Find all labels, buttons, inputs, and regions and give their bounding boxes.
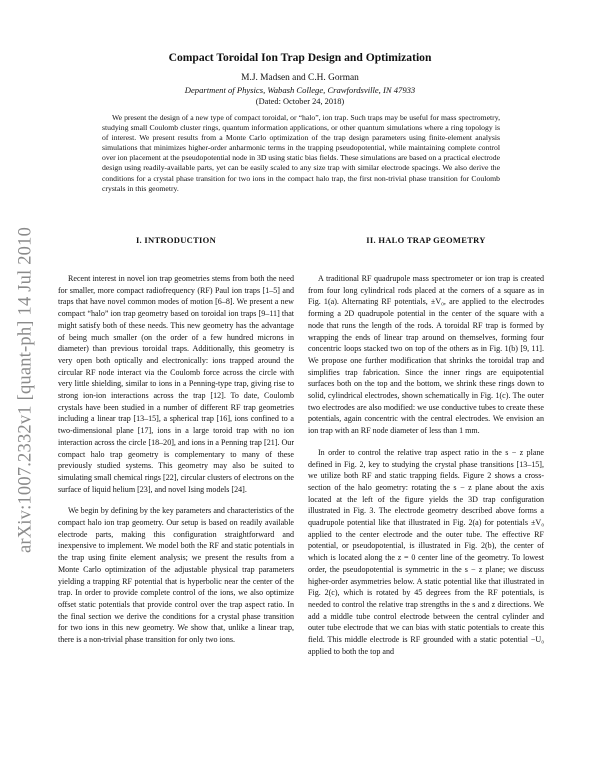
intro-paragraph-1: Recent interest in novel ion trap geometries stems from both the need for smaller, more compact radiofrequency (RF) Paul ion traps [1–5] and traps that have novel common modes of motion [6–8]. We present a new compact “halo” ion trap geometry based on toroidal ion traps [9–11] that might satisfy both of these needs. This new geometry has the advantage of being much smaller (on the order of a few hundred microns in diameter) than previous toroidal traps. Additionally, this geometry is very open both optically and electronically: ions trapped around the circular RF node interact via the Coulomb force across the circle with very little shielding, similar to ions in a Penning-type trap, giving rise to strong ion-ion interactions across the trap [12]. To date, Coulomb crystals have been studied in a number of different RF trap geometries including a linear trap [13–15], a spherical trap [16], ions confined to a two-dimensional plane [17], ions in a large toroid trap with no ion interaction across the circle [18–20], and ions in a Penning trap [21]. Our compact halo trap geometry is complementary to many of these previously studied systems. This geometry may also be suited to simulating small chemical rings [22], circular clusters of electrons on the surface of liquid helium [23], and novel Ising models [24]. — [58, 274, 294, 494]
paper-authors: M.J. Madsen and C.H. Gorman — [241, 73, 359, 83]
halo-paragraph-1: A traditional RF quadrupole mass spectrometer or ion trap is created from four long cylindrical rods placed at the corners of a square as in Fig. 1(a). Alternating RF potentials, ±V₀, are applied to the electrodes forming a 2D quadrupole potential in the center of the square with a node that runs the length of the rods. A toroidal RF trap is formed by wrapping the ends of linear trap around on themselves, forming four concentric loops stacked two on top of the others as in Fig. 1(b) [9, 11]. We propose one further modification that shrinks the toroidal trap and simplifies trap fabrication. Since the inner rings are equipotential surfaces both on the top and the bottom, we shrink these rings down to solid, cylindrical electrodes, shown schematically in Fig. 1(c). The outer two electrodes are also modified: we use conductive tubes to create these potentials, again concentric with the central electrodes. We envision an ion trap with an RF node diameter of less than 1 mm. — [308, 274, 544, 436]
section-heading-halo-trap-geometry: II. HALO TRAP GEOMETRY — [366, 235, 486, 245]
arxiv-identifier: arXiv:1007.2332v1 [quant-ph] 14 Jul 2010 — [15, 226, 36, 554]
paper-title: Compact Toroidal Ion Trap Design and Optimization — [168, 51, 432, 64]
halo-paragraph-2: In order to control the relative trap aspect ratio in the s − z plane defined in Fig. 2, key to studying the crystal phase transitions [13–15], we utilize both RF and static trapping fields. Figure 2 shows a cross-section of the halo geometry: rotating the s − z plane about the axis located at the left of the figure yields the 3D trap configuration illustrated in Fig. 3. The electrode geometry described above forms a quadrupole potential like that illustrated in Fig. 2(a) for potentials ±V₀ applied to the center electrode and the outer tube. The effective RF potential, or pseudopotential, is illustrated in Fig. 2(b), the center of which is located along the z = 0 center line of the geometry. To lowest order, the pseudopotential is symmetric in the s − z plane; we discuss higher-order asymmetries below. A static potential like that illustrated in Fig. 2(c), which is rotated by 45 degrees from the RF potentials, is needed to control the relative trap strengths in the s and z directions. We add a middle tube control electrode between the central cylinder and outer tube electrode that we can bias with static potentials to create this field. This middle electrode is RF grounded with a static potential −U₀ applied to both the top and — [308, 447, 544, 656]
intro-paragraph-2: We begin by defining by the key parameters and characteristics of the compact halo ion trap geometry. Our setup is based on readily available electrode parts, making this configuration straightforward and inexpensive to implement. We model both the RF and static potentials in the trap using finite element analysis; we present the results from a Monte Carlo optimization of the adjustable physical trap parameters yielding a trapping RF potential that is hyperbolic near the center of the trap. In order to provide complete control of the ions, we also optimize offset static potentials that provide control over the trap aspect ratio. In the final section we derive the conditions for a crystal phase transition for two ions in this new geometry. We show that, unlike a linear trap, there is a non-trivial phase transition for only two ions. — [58, 506, 294, 645]
author-affiliation: Department of Physics, Wabash College, Crawfordsville, IN 47933 — [184, 85, 416, 95]
right-column — [308, 235, 544, 658]
section-heading-introduction: I. INTRODUCTION — [135, 235, 217, 245]
paper-date: (Dated: October 24, 2018) — [255, 97, 345, 106]
arxiv-identifier-stamp — [8, 200, 44, 580]
left-column — [58, 235, 294, 646]
abstract: We present the design of a new type of compact toroidal, or “halo”, ion trap. Such traps may be useful for mass spectrometry, studying small Coulomb cluster rings, quantum information applications, or other quantum simulations where a ring topology is of interest. We present results from a Monte Carlo optimization of the trap design parameters using finite-element analysis simulations that minimizes higher-order anharmonic terms in the trapping pseudopotential, while maintaining complete control over ion placement at the pseudopotential node in 3D using static bias fields. These simulations are based on a practical electrode design using readily-available parts, yet can be easily scaled to any size trap with similar electrode spacings. We also derive the conditions for a crystal phase transition for two ions in the compact halo trap, the first non-trivial phase transition for Coulomb crystals in this geometry. — [102, 113, 500, 193]
